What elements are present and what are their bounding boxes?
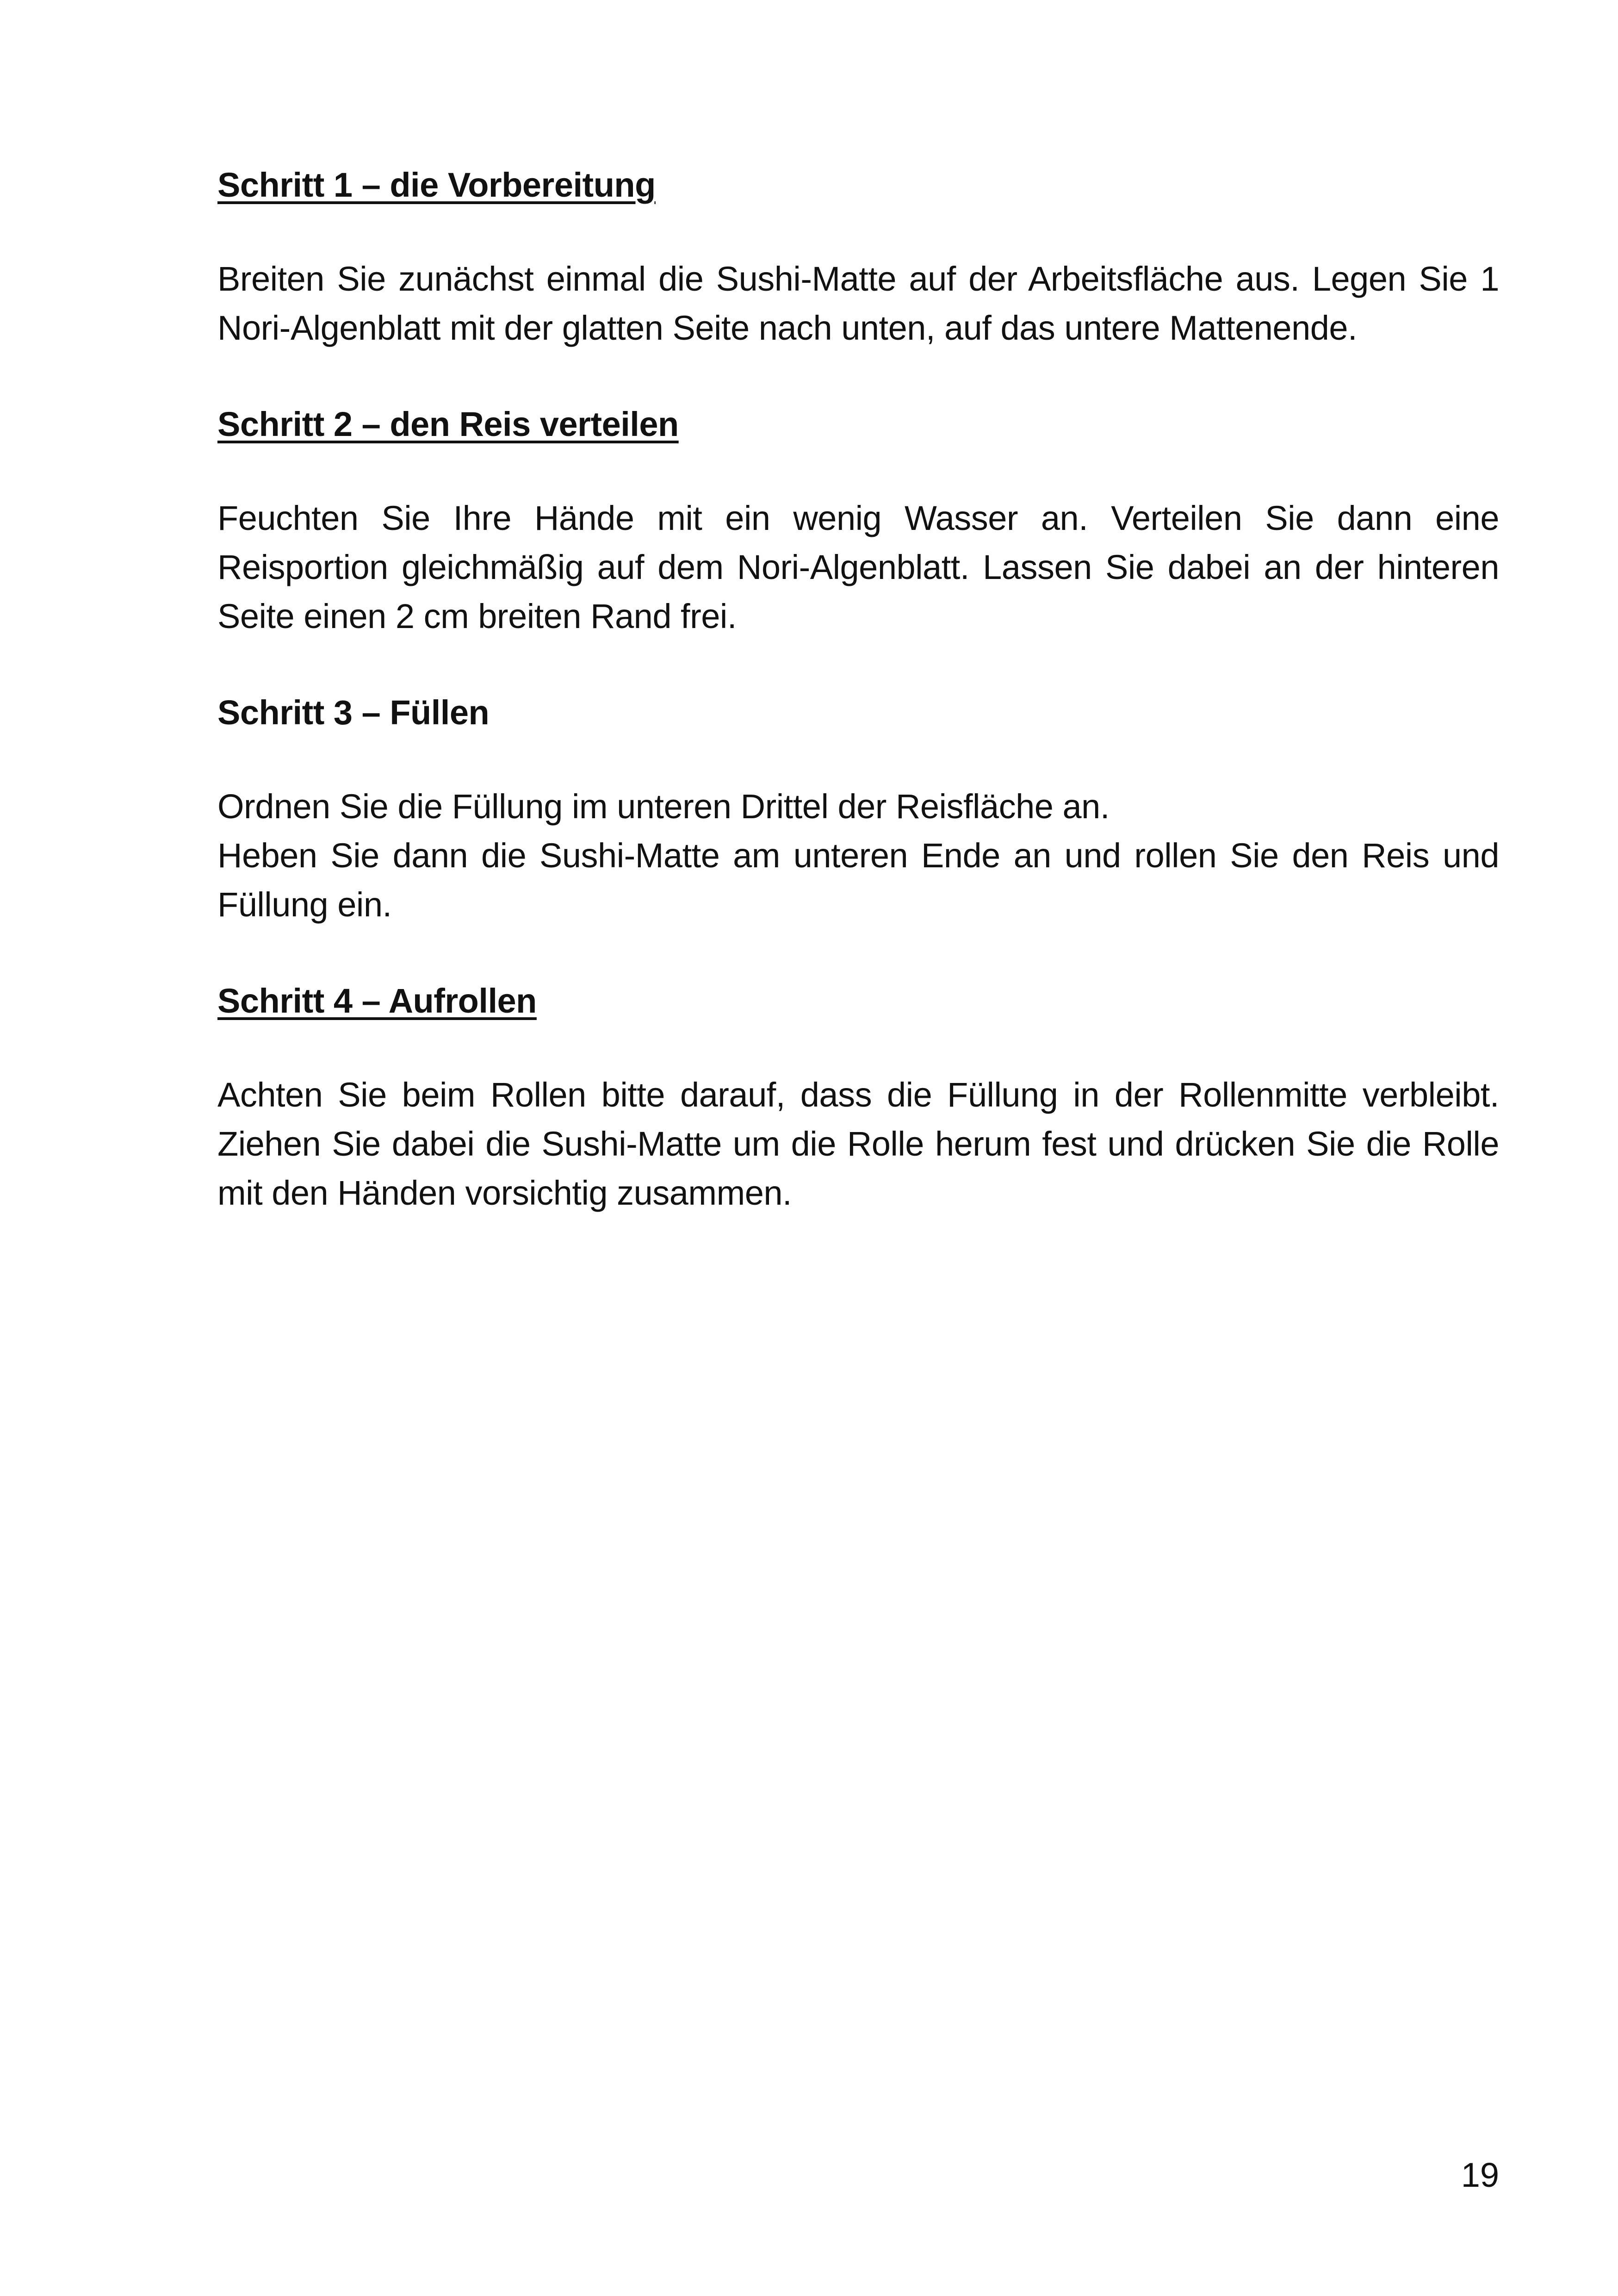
- section-heading-step-4: Schritt 4 – Aufrollen: [217, 982, 537, 1020]
- section-heading-step-2: Schritt 2 – den Reis verteilen: [217, 405, 679, 443]
- section-heading-step-1: Schritt 1 – die Vorbereitung: [217, 166, 656, 204]
- page-content: [217, 160, 1499, 1218]
- section-paragraph-step-4: Achten Sie beim Rollen bitte darauf, dass die Füllung in der Rollenmitte verbleibt. Ziehen Sie dabei die Sushi-Matte um die Rolle herum fest und drücken Sie die Rolle mit den Händen vorsichtig zusammen.: [217, 1076, 1499, 1212]
- section-heading-step-3: Schritt 3 – Füllen: [217, 693, 490, 732]
- section-paragraph-step-1: Breiten Sie zunächst einmal die Sushi-Matte auf der Arbeitsfläche aus. Legen Sie 1 Nori-Algenblatt mit der glatten Seite nach unten, auf das untere Mattenende.: [217, 260, 1499, 347]
- page-number: 19: [1461, 2156, 1499, 2194]
- section-paragraph-step-2: Feuchten Sie Ihre Hände mit ein wenig Wasser an. Verteilen Sie dann eine Reisportion gleichmäßig auf dem Nori-Algenblatt. Lassen Sie dabei an der hinteren Seite einen 2 cm breiten Rand frei.: [217, 499, 1499, 635]
- section-paragraph-step-3-line-2: Heben Sie dann die Sushi-Matte am unteren Ende an und rollen Sie den Reis und Füllung ein.: [217, 836, 1499, 924]
- section-paragraph-step-3-line-1: Ordnen Sie die Füllung im unteren Drittel der Reisfläche an.: [217, 787, 1110, 826]
